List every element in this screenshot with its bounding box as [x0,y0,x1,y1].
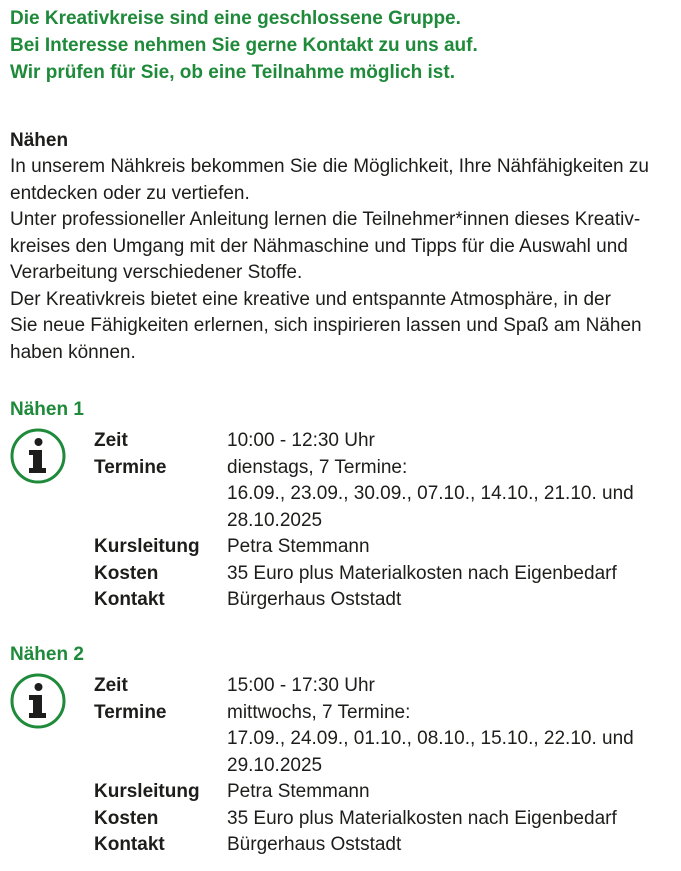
detail-row-termine [94,700,634,780]
label-kosten: Kosten [94,562,159,584]
intro-line: Die Kreativkreise sind eine geschlossene Gruppe. [10,8,461,29]
label-kontakt: Kontakt [94,834,165,855]
description-line: Sie neue Fähigkeiten erlernen, sich inspirieren lassen und Spaß am Nähen [10,315,642,336]
course-details [94,673,634,859]
label-termine: Termine [94,701,167,723]
termine-line: dienstags, 7 Termine: [227,456,408,478]
termine-line: 17.09., 24.09., 01.10., 08.10., 15.10., 22.10. und [227,728,634,749]
detail-row-kursleitung [94,779,634,806]
termine-line: 16.09., 23.09., 30.09., 07.10., 14.10., 21.10. und [227,483,634,504]
course-body [10,673,675,858]
description-line: haben können. [10,341,136,363]
intro-line: Bei Interesse nehmen Sie gerne Kontakt zu uns auf. [10,35,478,56]
termine-line: mittwochs, 7 Termine: [227,701,411,723]
document-page [10,5,675,858]
label-kursleitung: Kursleitung [94,781,200,802]
label-termine: Termine [94,456,167,478]
course-title: Nähen 2 [10,644,84,665]
detail-row-kosten [94,561,634,588]
course-details [94,428,634,614]
course-block-1 [10,398,675,613]
detail-row-kursleitung [94,534,634,561]
detail-row-kontakt [94,587,634,614]
info-icon [10,673,66,729]
course-block-2 [10,643,675,858]
value-kosten: 35 Euro plus Materialkosten nach Eigenbedarf [227,807,617,829]
value-kontakt: Bürgerhaus Oststadt [227,589,402,610]
value-kursleitung: Petra Stemmann [227,536,370,557]
intro-line: Wir prüfen für Sie, ob eine Teilnahme möglich ist. [10,62,455,83]
termine-line: 29.10.2025 [227,754,323,776]
label-kursleitung: Kursleitung [94,536,200,557]
detail-row-kosten [94,806,634,833]
info-icon [10,428,66,484]
description-line: kreises den Umgang mit der Nähmaschine und Tipps für die Auswahl und [10,235,628,257]
detail-row-termine [94,455,634,535]
section-description [10,154,675,366]
detail-row-zeit [94,673,634,700]
value-zeit: 10:00 - 12:30 Uhr [227,430,375,451]
value-termine [227,455,634,535]
course-title: Nähen 1 [10,399,84,420]
description-line: Verarbeitung verschiedener Stoffe. [10,262,303,283]
value-termine [227,700,634,780]
value-kursleitung: Petra Stemmann [227,781,370,802]
label-zeit: Zeit [94,675,128,696]
label-kosten: Kosten [94,807,159,829]
detail-row-zeit [94,428,634,455]
section-heading: Nähen [10,130,69,151]
course-body [10,428,675,613]
description-line: Der Kreativkreis bietet eine kreative und entspannte Atmosphäre, in der [10,288,611,310]
termine-line: 28.10.2025 [227,509,323,531]
description-line: Unter professioneller Anleitung lernen die Teilnehmer*innen dieses Kreativ- [10,209,641,230]
value-kosten: 35 Euro plus Materialkosten nach Eigenbedarf [227,562,617,584]
value-kontakt: Bürgerhaus Oststadt [227,834,402,855]
description-line: In unserem Nähkreis bekommen Sie die Möglichkeit, Ihre Nähfähigkeiten zu [10,156,649,177]
intro-notice [10,5,675,86]
detail-row-kontakt [94,832,634,859]
label-zeit: Zeit [94,430,128,451]
label-kontakt: Kontakt [94,589,165,610]
description-line: entdecken oder zu vertiefen. [10,182,250,204]
value-zeit: 15:00 - 17:30 Uhr [227,675,375,696]
